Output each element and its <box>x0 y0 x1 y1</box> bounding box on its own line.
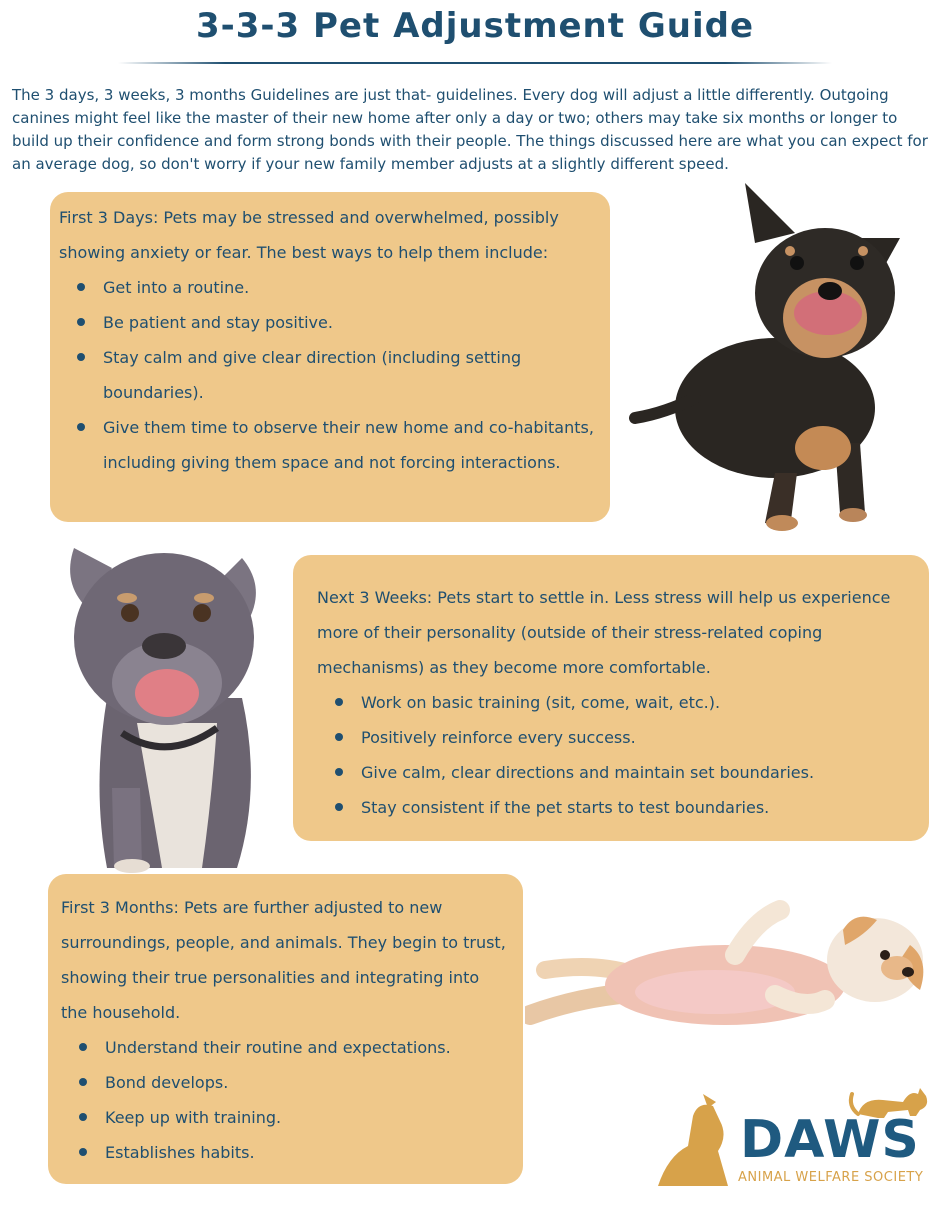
list-item: Understand their routine and expectations. <box>61 1030 509 1065</box>
first-3-days-list <box>59 270 596 480</box>
daws-logo <box>648 1076 936 1194</box>
next-3-weeks-card <box>293 555 929 841</box>
list-item: Keep up with training. <box>61 1100 509 1135</box>
first-3-months-list <box>61 1030 509 1170</box>
first-3-days-heading: First 3 Days: Pets may be stressed and overwhelmed, possibly showing anxiety or fear. The best ways to help them include: <box>59 208 559 262</box>
list-item: Stay calm and give clear direction (including setting boundaries). <box>59 340 596 410</box>
logo-tagline: ANIMAL WELFARE SOCIETY <box>738 1170 924 1185</box>
puppy-on-back-image <box>525 900 930 1060</box>
grey-bully-dog-image <box>52 528 277 873</box>
list-item: Work on basic training (sit, come, wait, etc.). <box>317 685 917 720</box>
first-3-months-heading: First 3 Months: Pets are further adjusted to new surroundings, people, and animals. They begin to trust, showing their true personalities and integrating into the household. <box>61 898 506 1022</box>
list-item: Positively reinforce every success. <box>317 720 917 755</box>
logo-wordmark: DAWS <box>740 1110 920 1170</box>
list-item: Stay consistent if the pet starts to test boundaries. <box>317 790 917 825</box>
intro-paragraph: The 3 days, 3 weeks, 3 months Guidelines are just that- guidelines. Every dog will adjust a little differently. Outgoing canines might feel like the master of their new home after only a day or two; others may take six months or longer to build up their confidence and form strong bonds with their people. The things discussed here are what you can expect for an average dog, so don't worry if your new family member adjusts at a slightly different speed. <box>12 86 928 173</box>
small-black-tan-dog-image <box>625 183 915 538</box>
next-3-weeks-heading: Next 3 Weeks: Pets start to settle in. Less stress will help us experience more of their personality (outside of their stress-related coping mechanisms) as they become more comfortable. <box>317 588 891 677</box>
list-item: Bond develops. <box>61 1065 509 1100</box>
list-item: Establishes habits. <box>61 1135 509 1170</box>
list-item: Get into a routine. <box>59 270 596 305</box>
first-3-months-card <box>48 874 523 1184</box>
first-3-days-card <box>50 192 610 522</box>
page-title: 3-3-3 Pet Adjustment Guide <box>195 6 755 46</box>
list-item: Give them time to observe their new home and co-habitants, including giving them space and not forcing interactions. <box>59 410 596 480</box>
list-item: Give calm, clear directions and maintain set boundaries. <box>317 755 917 790</box>
title-divider <box>118 62 832 64</box>
next-3-weeks-list <box>317 685 917 825</box>
list-item: Be patient and stay positive. <box>59 305 596 340</box>
